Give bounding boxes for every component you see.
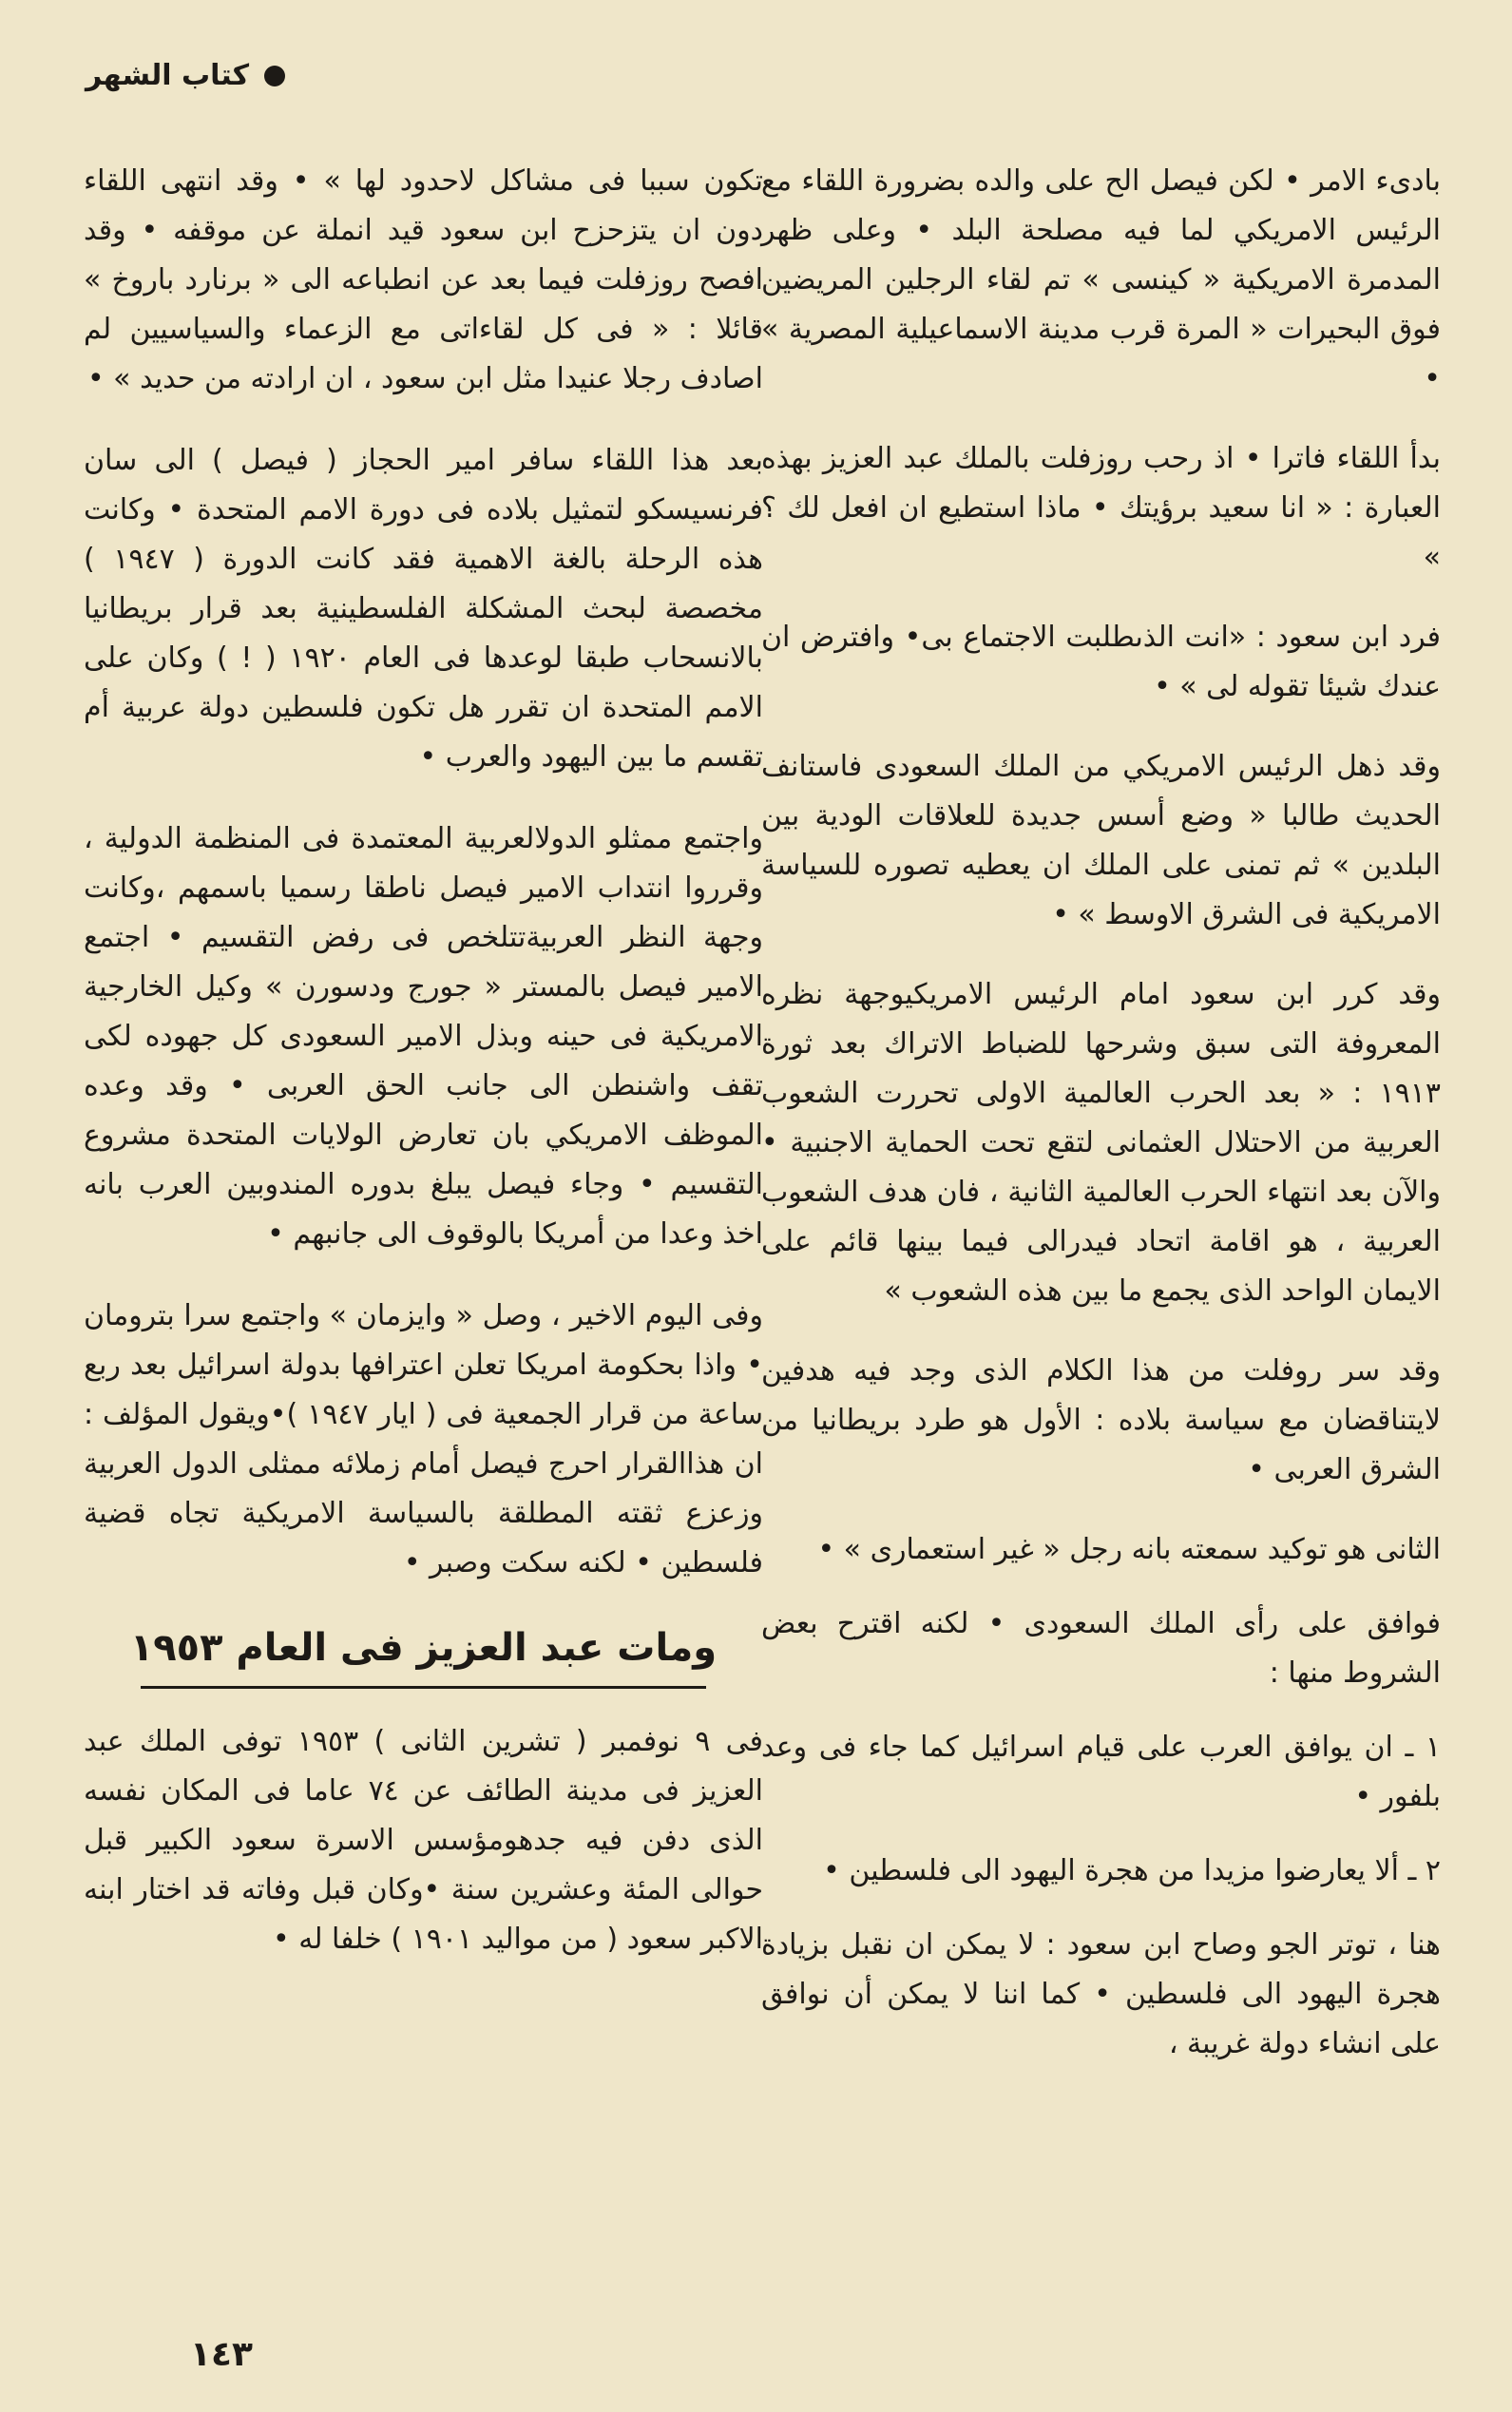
list-item: ١ ـ ان يوافق العرب على قيام اسرائيل كما جاء فى وعد بلفور • <box>761 1731 1441 1813</box>
paragraph: وقد سر روفلت من هذا الكلام الذى وجد فيه هدفين لايتناقضان مع سياسة بلاده : الأول هو طرد بريطانيا من الشرق العربى • <box>761 1354 1441 1486</box>
running-head <box>86 59 285 92</box>
paragraph: بعد هذا اللقاء سافر امير الحجاز ( فيصل ) الى سان فرنسيسكو لتمثيل بلاده فى دورة الامم المتحدة • وكانت هذه الرحلة بالغة الاهمية فقد كانت الدورة ( ١٩٤٧ ) مخصصة لبحث المشكلة الفلسطينية بعد قرار بريطانيا بالانسحاب طبقا لوعدها فى العام ١٩٢٠ ( ! ) وكان على الامم المتحدة ان تقرر هل تكون فلسطين دولة عربية أم تقسم ما بين اليهود والعرب • <box>84 444 763 774</box>
bullet-dot-icon <box>264 66 285 86</box>
paragraph: فوافق على رأى الملك السعودى • لكنه اقترح بعض الشروط منها : <box>761 1607 1441 1690</box>
paragraph: فرد ابن سعود : «انت الذىطلبت الاجتماع بى• وافترض ان عندك شيئا تقوله لى » • <box>761 621 1441 703</box>
paragraph: واجتمع ممثلو الدولالعربية المعتمدة فى المنظمة الدولية ، وقرروا انتداب الامير فيصل ناطقا رسميا باسمهم ،وكانت وجهة النظر العربيةتتلخص فى رفض التقسيم • اجتمع الامير فيصل بالمستر « جورج ودسورن » وكيل الخارجية الامريكية فى حينه وبذل الامير السعودى كل جهوده لكى تقف واشنطن الى جانب الحق العربى • وقد وعده الموظف الامريكي بان تعارض الولايات المتحدة مشروع التقسيم • وجاء فيصل يبلغ بدوره المندوبين العرب بانه اخذ وعدا من أمريكا بالوقوف الى جانبهم • <box>84 822 763 1251</box>
paragraph: هنا ، توتر الجو وصاح ابن سعود : لا يمكن ان نقبل بزيادة هجرة اليهود الى فلسطين • كما اننا لا يمكن أن نوافق على انشاء دولة غريبة ، <box>761 1928 1441 2060</box>
paragraph: بدأ اللقاء فاترا • اذ رحب روزفلت بالملك عبد العزيز بهذه العبارة : « انا سعيد برؤيتك • ماذا استطيع ان افعل لك ؟ » <box>761 442 1441 574</box>
paragraph: فى ٩ نوفمبر ( تشرين الثانى ) ١٩٥٣ توفى الملك عبد العزيز فى مدينة الطائف عن ٧٤ عاما فى المكان نفسه الذى دفن فيه جدهومؤسس الاسرة سعود الكبير قبل حوالى المئة وعشرين سنة •وكان قبل وفاته قد اختار ابنه الاكبر سعود ( من مواليد ١٩٠١ ) خلفا له • <box>84 1725 763 1956</box>
paragraph: وقد ذهل الرئيس الامريكي من الملك السعودى فاستانف الحديث طالبا « وضع أسس جديدة للعلاقات الودية بين البلدين » ثم تمنى على الملك ان يعطيه تصوره للسياسة الامريكية فى الشرق الاوسط » • <box>761 750 1441 931</box>
paragraph: بادىء الامر • لكن فيصل الح على والده بضرورة اللقاء مع الرئيس الامريكي لما فيه مصلحة البلد • وعلى ظهر المدمرة الامريكية « كينسى » تم لقاء الرجلين المريضين فوق البحيرات « المرة قرب مدينة الاسماعيلية المصرية » • <box>761 164 1441 395</box>
page-number: ١٤٣ <box>190 2335 253 2374</box>
paragraph: الثانى هو توكيد سمعته بانه رجل « غير استعمارى » • <box>817 1533 1441 1566</box>
paragraph: وفى اليوم الاخير ، وصل « وايزمان » واجتمع سرا بترومان • واذا بحكومة امريكا تعلن اعترافها بدولة اسرائيل بعد ربع ساعة من قرار الجمعية فى ( ايار ١٩٤٧ )•ويقول المؤلف : ان هذاالقرار احرج فيصل أمام زملائه ممثلى الدول العربية وزعزع ثقته المطلقة بالسياسة الامريكية تجاه قضية فلسطين • لكنه سكت وصبر • <box>84 1299 764 1579</box>
paragraph: تكون سببا فى مشاكل لاحدود لها » • وقد انتهى اللقاء دون ان يتزحزح ابن سعود قيد انملة عن موقفه • وقد افصح روزفلت فيما بعد عن انطباعه الى « برنارد باروخ » قائلا : « فى كل لقاءاتى مع الزعماء والسياسيين لم اصادف رجلا عنيدا مثل ابن سعود ، ان ارادته من حديد » • <box>84 164 763 395</box>
left-column <box>84 157 763 1997</box>
section-heading: ومات عبد العزيز فى العام ١٩٥٣ <box>84 1620 763 1689</box>
paragraph: وقد كرر ابن سعود امام الرئيس الامريكيوجهة نظره المعروفة التى سبق وشرحها للضباط الاتراك بعد ثورة ١٩١٣ : « بعد الحرب العالمية الاولى تحررت الشعوب العربية من الاحتلال العثمانى لتقع تحت الحماية الاجنبية • والآن بعد انتهاء الحرب العالمية الثانية ، فان هدف الشعوب العربية ، هو اقامة اتحاد فيدرالى فيما بينها قائم على الايمان الواحد الذى يجمع ما بين هذه الشعوب » <box>761 978 1441 1308</box>
list-item: ٢ ـ ألا يعارضوا مزيدا من هجرة اليهود الى فلسطين • <box>823 1854 1441 1887</box>
running-title: كتاب الشهر <box>86 59 250 92</box>
right-column <box>761 157 1441 2094</box>
